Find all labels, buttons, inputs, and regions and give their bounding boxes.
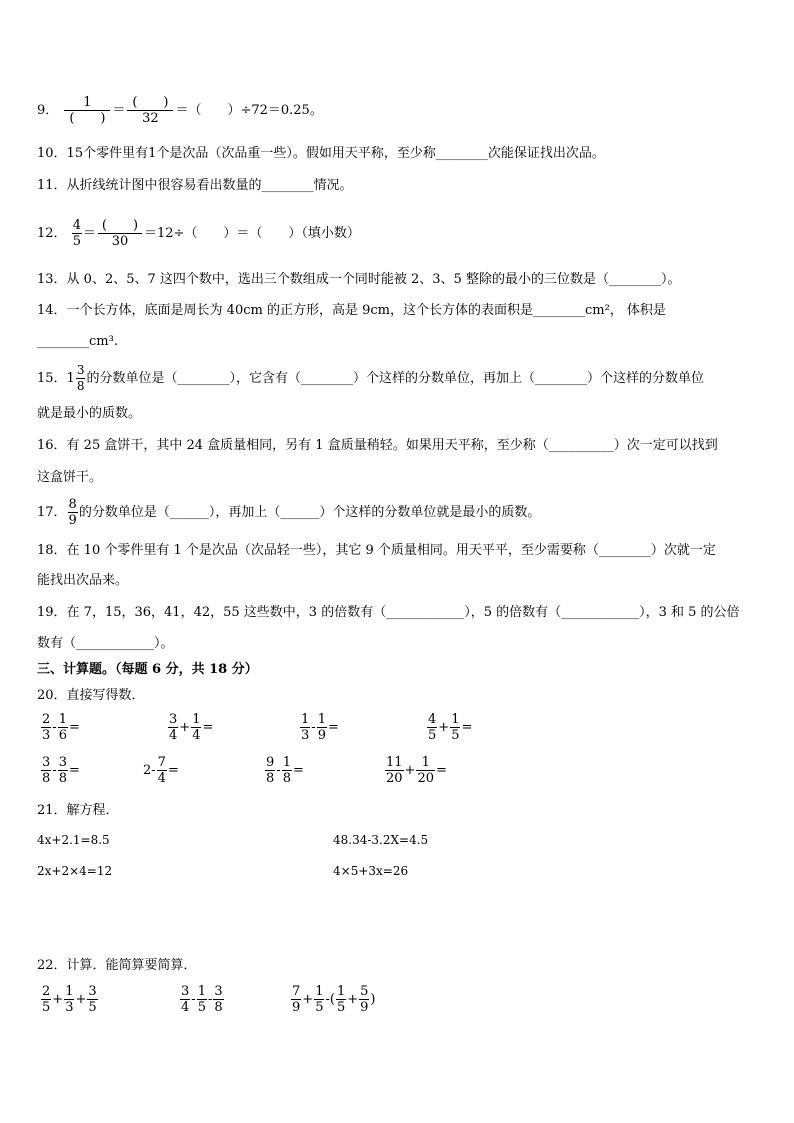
fraction: $\frac{3}{8}$: [76, 363, 85, 393]
q22-expression: $\frac{7}{9}$ + $\frac{1}{5}$ -( $\frac{1}{5}$ + $\frac{5}{9}$ ): [292, 984, 376, 1015]
question-19-line1: 19．在 7，15，36，41，42，55 这些数中，3 的倍数有（____________），5 的倍数有（____________），3 和 5 的公倍: [37, 605, 740, 620]
question-18-line2: 能找出次品来。: [37, 573, 129, 588]
fraction: $\frac{8}{9}$: [68, 497, 77, 528]
fraction: $\frac{( )}{30}$: [97, 218, 143, 249]
equation: 4x+2.1=8.5: [37, 833, 110, 847]
fraction: $\frac{1}{( )}$: [63, 95, 111, 126]
q22-expression: $\frac{2}{5}$ + $\frac{1}{3}$ + $\frac{3}{5}$: [42, 984, 97, 1015]
equation: 48.34-3.2X=4.5: [333, 833, 429, 847]
question-15: 15．1 $\frac{3}{8}$ 的分数单位是（________），它含有（________）个这样的分数单位，再加上（________）个这样的分数单位: [37, 363, 704, 393]
q20-item: $\frac{11}{20}$ + $\frac{1}{20}$ =: [386, 755, 447, 786]
q20-item: $\frac{1}{3}$ - $\frac{1}{9}$ =: [301, 712, 339, 743]
question-12: 12． $\frac{4}{5}$ ＝ $\frac{( )}{30}$ ＝12÷（ ）＝（ ）（填小数）: [37, 218, 360, 249]
question-20: 20．直接写得数．: [37, 688, 145, 703]
question-16-line1: 16．有 25 盒饼干，其中 24 盒质量相同，另有 1 盒质量稍轻。如果用天平称，至少称（__________）次一定可以找到: [37, 438, 718, 453]
question-17: 17． $\frac{8}{9}$ 的分数单位是（______），再加上（______）个这样的分数单位就是最小的质数。: [37, 497, 541, 528]
q22-expression: $\frac{3}{4}$ - $\frac{1}{5}$ - $\frac{3}{8}$: [181, 984, 223, 1015]
question-19-line2: 数有（____________）。: [37, 636, 174, 651]
question-21: 21．解方程．: [37, 803, 119, 818]
q20-item: 2- $\frac{7}{4}$ =: [143, 755, 179, 786]
q20-item: $\frac{2}{3}$ - $\frac{1}{6}$ =: [42, 712, 80, 743]
question-18-line1: 18．在 10 个零件里有 1 个是次品（次品轻一些），其它 9 个质量相同。用天平平，至少需要称（________）次就一定: [37, 543, 716, 558]
question-13: 13．从 0、2、5、7 这四个数中，选出三个数组成一个同时能被 2、3、5 整除的最小的三位数是（________）。: [37, 272, 681, 287]
question-22: 22．计算．能简算要简算．: [37, 958, 197, 973]
fraction: $\frac{( )}{32}$: [126, 95, 174, 126]
q20-item: $\frac{4}{5}$ + $\frac{1}{5}$ =: [428, 712, 473, 743]
question-14-line2: ________cm³.: [37, 334, 118, 349]
q20-item: $\frac{9}{8}$ - $\frac{1}{8}$ =: [266, 755, 304, 786]
question-16-line2: 这盒饼干。: [37, 470, 103, 485]
fraction: $\frac{4}{5}$: [72, 218, 81, 249]
q20-item: $\frac{3}{4}$ + $\frac{1}{4}$ =: [169, 712, 214, 743]
equation: 2x+2×4=12: [37, 864, 113, 878]
q20-item: $\frac{3}{8}$ - $\frac{3}{8}$ =: [42, 755, 80, 786]
question-10: 10．15个零件里有1个是次品（次品重一些）。假如用天平称，至少称________次能保证找出次品。: [37, 146, 605, 161]
question-9: 9． $\frac{1}{( )}$ ＝ $\frac{( )}{32}$ ＝（ ）÷72＝0.25。: [37, 95, 323, 126]
question-11: 11．从折线统计图中很容易看出数量的________情况。: [37, 178, 353, 193]
question-14-line1: 14．一个长方体，底面是周长为 40cm 的正方形，高是 9cm，这个长方体的表面积是________cm²， 体积是: [37, 303, 666, 318]
question-15-line2: 就是最小的质数。: [37, 406, 142, 421]
equation: 4×5+3x=26: [333, 864, 409, 878]
section-heading: 三、计算题。（每题 6 分，共 18 分）: [37, 662, 258, 677]
